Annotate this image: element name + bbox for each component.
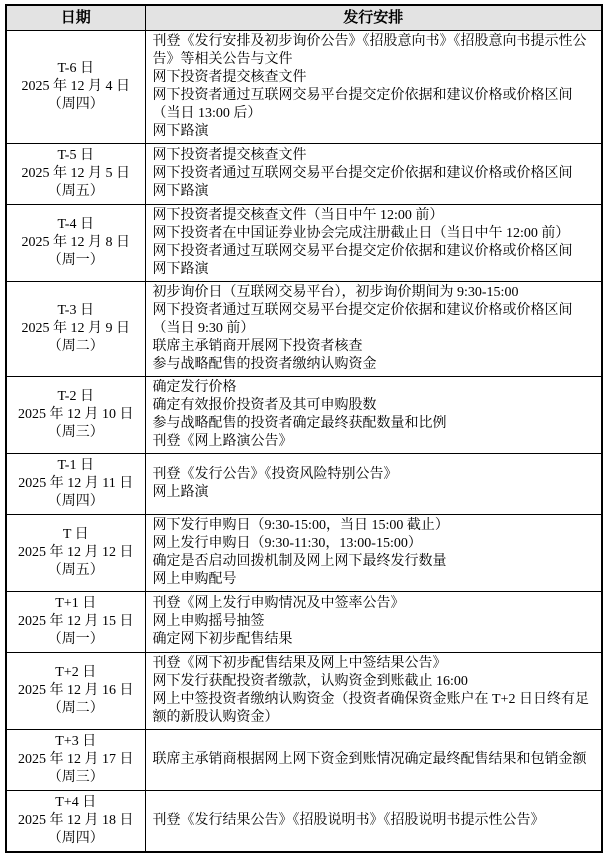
arrangement-item: 网上路演 <box>152 485 209 500</box>
arrangement-item: 刊登《网下初步配售结果及网上中签结果公告》 <box>152 656 447 671</box>
arrangement-item: 网下路演 <box>152 124 209 139</box>
arrangement-item: 刊登《网上路演公告》 <box>152 434 293 449</box>
table-row <box>6 377 602 454</box>
table-row <box>6 515 602 592</box>
arrangement-item: 刊登《发行公告》《投资风险特别公告》 <box>152 467 398 482</box>
date-text: 2025 年 12 月 11 日 <box>18 476 134 491</box>
column-header-date: 日期 <box>6 5 145 31</box>
arrangement-cell <box>145 730 602 791</box>
t-day-label: T+1 日 <box>55 596 97 611</box>
date-text: 2025 年 12 月 8 日 <box>21 235 130 250</box>
t-day-label: T-1 日 <box>57 458 94 473</box>
arrangement-item: 确定发行价格 <box>152 380 237 395</box>
date-cell <box>6 205 145 282</box>
t-day-label: T 日 <box>62 527 89 542</box>
schedule-body <box>6 31 602 853</box>
t-day-label: T+4 日 <box>55 795 97 810</box>
table-row <box>6 791 602 853</box>
date-cell <box>6 282 145 377</box>
arrangement-item: 参与战略配售的投资者缴纳认购资金 <box>152 357 377 372</box>
arrangement-cell <box>145 205 602 282</box>
arrangement-item: 联席主承销商根据网上网下资金到账情况确定最终配售结果和包销金额 <box>152 752 587 767</box>
t-day-label: T-2 日 <box>57 389 94 404</box>
arrangement-item: 网下投资者提交核查文件（当日中午 12:00 前） <box>152 208 444 223</box>
date-cell <box>6 377 145 454</box>
column-header-arrangement: 发行安排 <box>145 5 602 31</box>
date-text: 2025 年 12 月 17 日 <box>18 752 134 767</box>
arrangement-item: 初步询价日（互联网交易平台），初步询价期间为 9:30-15:00 <box>152 285 519 300</box>
date-text: 2025 年 12 月 12 日 <box>18 545 134 560</box>
arrangement-item: 网上发行申购日（9:30-11:30，13:00-15:00） <box>152 536 422 551</box>
arrangement-cell <box>145 144 602 205</box>
date-text: 2025 年 12 月 18 日 <box>18 813 134 828</box>
arrangement-item: 网下投资者通过互联网交易平台提交定价依据和建议价格或价格区间（当日 13:00 后） <box>152 88 573 121</box>
date-cell <box>6 454 145 515</box>
arrangement-item: 网下发行获配投资者缴款，认购资金到账截止 16:00 <box>152 674 468 689</box>
t-day-label: T-6 日 <box>57 61 94 76</box>
weekday-text: （周一） <box>47 253 104 268</box>
arrangement-item: 网上申购摇号抽签 <box>152 614 265 629</box>
t-day-label: T-3 日 <box>57 303 94 318</box>
arrangement-item: 网下投资者通过互联网交易平台提交定价依据和建议价格或价格区间 <box>152 166 573 181</box>
weekday-text: （周一） <box>47 632 104 647</box>
arrangement-cell <box>145 653 602 730</box>
weekday-text: （周三） <box>47 770 104 785</box>
table-row <box>6 144 602 205</box>
date-cell <box>6 730 145 791</box>
weekday-text: （周五） <box>47 563 104 578</box>
date-text: 2025 年 12 月 4 日 <box>21 79 130 94</box>
header-row <box>6 5 602 31</box>
date-cell <box>6 791 145 853</box>
table-row <box>6 205 602 282</box>
arrangement-item: 确定是否启动回拨机制及网上网下最终发行数量 <box>152 554 447 569</box>
table-row <box>6 730 602 791</box>
date-text: 2025 年 12 月 9 日 <box>21 321 130 336</box>
t-day-label: T+3 日 <box>55 734 97 749</box>
weekday-text: （周三） <box>47 425 104 440</box>
arrangement-item: 网下投资者通过互联网交易平台提交定价依据和建议价格或价格区间（当日 9:30 前） <box>152 303 573 336</box>
arrangement-cell <box>145 515 602 592</box>
date-cell <box>6 144 145 205</box>
arrangement-item: 网下路演 <box>152 262 209 277</box>
table-row <box>6 31 602 144</box>
table-row <box>6 454 602 515</box>
arrangement-item: 网上中签投资者缴纳认购资金（投资者确保资金账户在 T+2 日日终有足额的新股认购资金） <box>152 692 589 725</box>
weekday-text: （周四） <box>47 831 104 846</box>
t-day-label: T-4 日 <box>57 217 94 232</box>
arrangement-cell <box>145 31 602 144</box>
arrangement-cell <box>145 791 602 853</box>
weekday-text: （周四） <box>47 97 104 112</box>
date-text: 2025 年 12 月 15 日 <box>18 614 134 629</box>
date-text: 2025 年 12 月 5 日 <box>21 166 130 181</box>
arrangement-item: 刊登《发行结果公告》《招股说明书》《招股说明书提示性公告》 <box>152 813 545 828</box>
weekday-text: （周五） <box>47 184 104 199</box>
arrangement-item: 参与战略配售的投资者确定最终获配数量和比例 <box>152 416 447 431</box>
arrangement-cell <box>145 592 602 653</box>
weekday-text: （周二） <box>47 701 104 716</box>
date-text: 2025 年 12 月 10 日 <box>18 407 134 422</box>
arrangement-item: 刊登《发行安排及初步询价公告》《招股意向书》《招股意向书提示性公告》等相关公告与文件 <box>152 34 587 67</box>
arrangement-item: 网下路演 <box>152 184 209 199</box>
table-row <box>6 282 602 377</box>
arrangement-item: 网下投资者通过互联网交易平台提交定价依据和建议价格或价格区间 <box>152 244 573 259</box>
arrangement-item: 确定有效报价投资者及其可申购股数 <box>152 398 377 413</box>
date-cell <box>6 31 145 144</box>
weekday-text: （周二） <box>47 339 104 354</box>
table-row <box>6 653 602 730</box>
date-cell <box>6 653 145 730</box>
date-cell <box>6 592 145 653</box>
table-row <box>6 592 602 653</box>
arrangement-item: 网下发行申购日（9:30-15:00，当日 15:00 截止） <box>152 518 449 533</box>
issuance-schedule-table <box>5 4 603 853</box>
arrangement-item: 确定网下初步配售结果 <box>152 632 293 647</box>
arrangement-item: 网下投资者在中国证券业协会完成注册截止日（当日中午 12:00 前） <box>152 226 570 241</box>
arrangement-item: 刊登《网上发行申购情况及中签率公告》 <box>152 596 405 611</box>
date-text: 2025 年 12 月 16 日 <box>18 683 134 698</box>
arrangement-item: 联席主承销商开展网下投资者核查 <box>152 339 363 354</box>
table-header <box>6 5 602 31</box>
weekday-text: （周四） <box>47 494 104 509</box>
arrangement-cell <box>145 282 602 377</box>
arrangement-item: 网上申购配号 <box>152 572 237 587</box>
arrangement-item: 网下投资者提交核查文件 <box>152 70 307 85</box>
arrangement-cell <box>145 454 602 515</box>
date-cell <box>6 515 145 592</box>
arrangement-cell <box>145 377 602 454</box>
t-day-label: T-5 日 <box>57 148 94 163</box>
arrangement-item: 网下投资者提交核查文件 <box>152 148 307 163</box>
t-day-label: T+2 日 <box>55 665 97 680</box>
